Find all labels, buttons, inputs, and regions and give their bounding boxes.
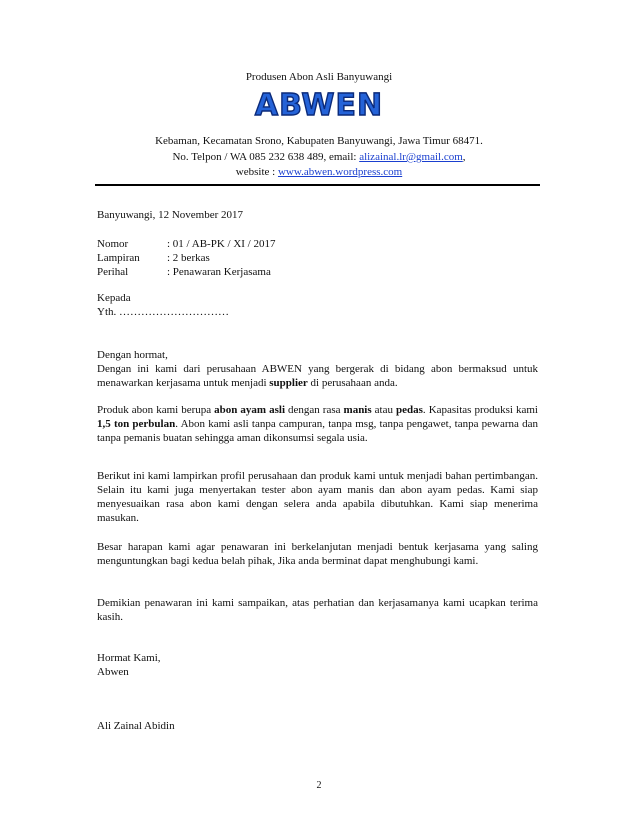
- closing-company: Abwen: [97, 666, 129, 678]
- company-tagline: Produsen Abon Asli Banyuwangi: [245, 71, 393, 83]
- text-run: Dengan ini kami dari perusahaan ABWEN yang bergerak di bidang abon bermaksud untuk menawarkan kerjasama untuk menjadi: [97, 363, 538, 389]
- greeting: Dengan hormat,: [97, 349, 168, 361]
- recipient-block: [97, 291, 538, 319]
- page-number: 2: [316, 780, 322, 791]
- company-logo: [0, 88, 638, 127]
- bold-text: manis: [343, 404, 372, 416]
- meta-value: : 01 / AB-PK / XI / 2017: [167, 238, 276, 250]
- bold-text: abon ayam asli: [214, 404, 285, 416]
- letter-date: Banyuwangi, 12 November 2017: [97, 209, 244, 221]
- header-divider: [95, 184, 540, 186]
- closing-salutation: Hormat Kami,: [97, 652, 161, 664]
- company-website: [0, 166, 638, 179]
- text-run: dengan rasa: [285, 404, 344, 416]
- recipient-label: Kepada: [97, 292, 131, 304]
- bold-text: 1,5 ton perbulan: [97, 418, 176, 430]
- paragraph-1: [97, 348, 538, 390]
- text-run: di perusahaan anda.: [307, 377, 398, 389]
- text-run: . Kapasitas produksi kami: [422, 404, 538, 416]
- website-prefix: website :: [235, 166, 278, 178]
- abwen-logo-mark: [244, 88, 394, 122]
- closing-block: [97, 651, 538, 679]
- paragraph-2: [97, 403, 538, 445]
- contact-prefix: No. Telpon / WA 085 232 638 489, email:: [172, 151, 360, 163]
- letter-meta: [97, 237, 538, 279]
- meta-row-nomor: [97, 237, 538, 251]
- meta-key: Perihal: [97, 266, 129, 278]
- paragraph-3: Berikut ini kami lampirkan profil perusahaan dan produk kami untuk menjadi bahan pertimbangan. Selain itu kami juga menyertakan tester abon ayam manis dan abon ayam pedas. Kami siap menyesuaikan rasa abon kami dengan selera anda apabila dibutuhkan. Kami siap menerima masukan.: [97, 470, 538, 524]
- bold-text: supplier: [269, 377, 308, 389]
- bold-text: pedas: [396, 404, 423, 416]
- company-address: Kebaman, Kecamatan Srono, Kabupaten Banyuwangi, Jawa Timur 68471.: [155, 135, 483, 147]
- signer-name: Ali Zainal Abidin: [97, 720, 175, 732]
- meta-value: : 2 berkas: [167, 252, 210, 264]
- text-run: atau: [371, 404, 397, 416]
- recipient-name: Yth. …………………………: [97, 306, 229, 318]
- text-run: . Abon kami asli tanpa campuran, tanpa msg, tanpa pengawet, tanpa pewarna dan tanpa pemanis buatan sehingga aman dikonsumsi segala usia.: [97, 418, 538, 444]
- meta-row-perihal: [97, 265, 538, 279]
- logo-text: ABWEN: [254, 88, 384, 122]
- website-link[interactable]: www.abwen.wordpress.com: [277, 166, 403, 178]
- paragraph-5: Demikian penawaran ini kami sampaikan, atas perhatian dan kerjasamanya kami ucapkan terima kasih.: [97, 597, 538, 623]
- meta-key: Nomor: [97, 238, 129, 250]
- meta-row-lampiran: [97, 251, 538, 265]
- text-run: Produk abon kami berupa: [97, 404, 215, 416]
- paragraph-1-text: [97, 362, 538, 390]
- paragraph-4: Besar harapan kami agar penawaran ini berkelanjutan menjadi bentuk kerjasama yang saling menguntungkan bagi kedua belah pihak, Jika anda berminat dapat menghubungi kami.: [97, 541, 538, 567]
- contact-suffix: ,: [462, 151, 466, 163]
- company-contact: [0, 151, 638, 164]
- meta-value: : Penawaran Kerjasama: [167, 266, 271, 278]
- email-link[interactable]: alizainal.lr@gmail.com: [359, 151, 463, 163]
- meta-key: Lampiran: [97, 252, 140, 264]
